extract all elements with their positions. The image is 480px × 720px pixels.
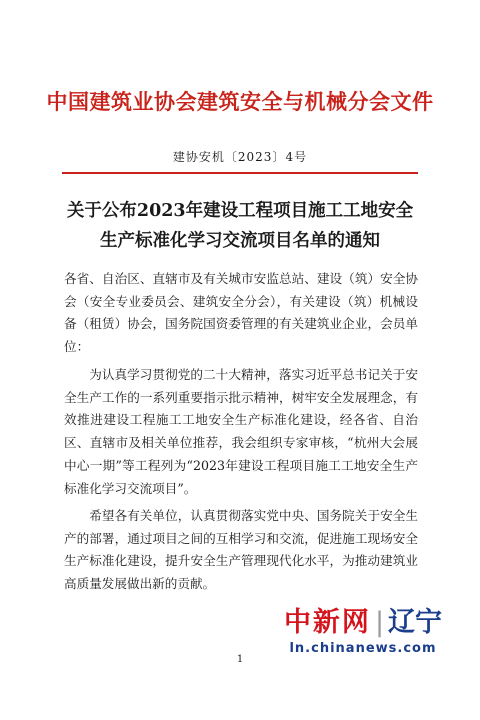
header-divider <box>62 172 418 174</box>
watermark-url: ln.chinanews.com <box>289 641 437 656</box>
addressee-paragraph: 各省、自治区、直辖市及有关城市安监总站、建设（筑）安全协会（安全专业委员会、建筑安全分会），有关建设（筑）机械设备（租赁）协会，国务院国资委管理的有关建筑业企业，会员单位： <box>64 271 418 355</box>
document-header-title: 中国建筑业协会建筑安全与机械分会文件 <box>46 90 434 114</box>
notice-title-line-1: 关于公布2023年建设工程项目施工工地安全 <box>66 201 414 221</box>
watermark-separator: | <box>374 607 385 638</box>
watermark-logo <box>268 600 458 639</box>
notice-title-line-2: 生产标准化学习交流项目名单的通知 <box>100 231 380 251</box>
document-number: 建协安机〔2023〕4号 <box>172 150 308 164</box>
body-paragraph-1: 为认真学习贯彻党的二十大精神，落实习近平总书记关于安全生产工作的一系列重要指示批示精神，树牢安全发展理念，有效推进建设工程施工工地安全生产标准化建设，经各省、自治区、直辖市及相关单位推荐，我会组织专家审核，“杭州大会展中心一期”等工程列为“2023年建设工程项目施工工地安全生产标准化学习交流项目”。 <box>64 367 418 496</box>
body-paragraph-2: 希望各有关单位，认真贯彻落实党中央、国务院关于安全生产的部署，通过项目之间的互相学习和交流，促进施工现场安全生产标准化建设，提升安全生产管理现代化水平，为推动建筑业高质量发展做出新的贡献。 <box>64 508 418 592</box>
chinanews-watermark <box>268 600 458 656</box>
watermark-brand: 中新网 <box>283 607 371 638</box>
notice-title <box>40 196 440 256</box>
watermark-region: 辽宁 <box>388 607 443 638</box>
page-number: 1 <box>236 654 244 665</box>
